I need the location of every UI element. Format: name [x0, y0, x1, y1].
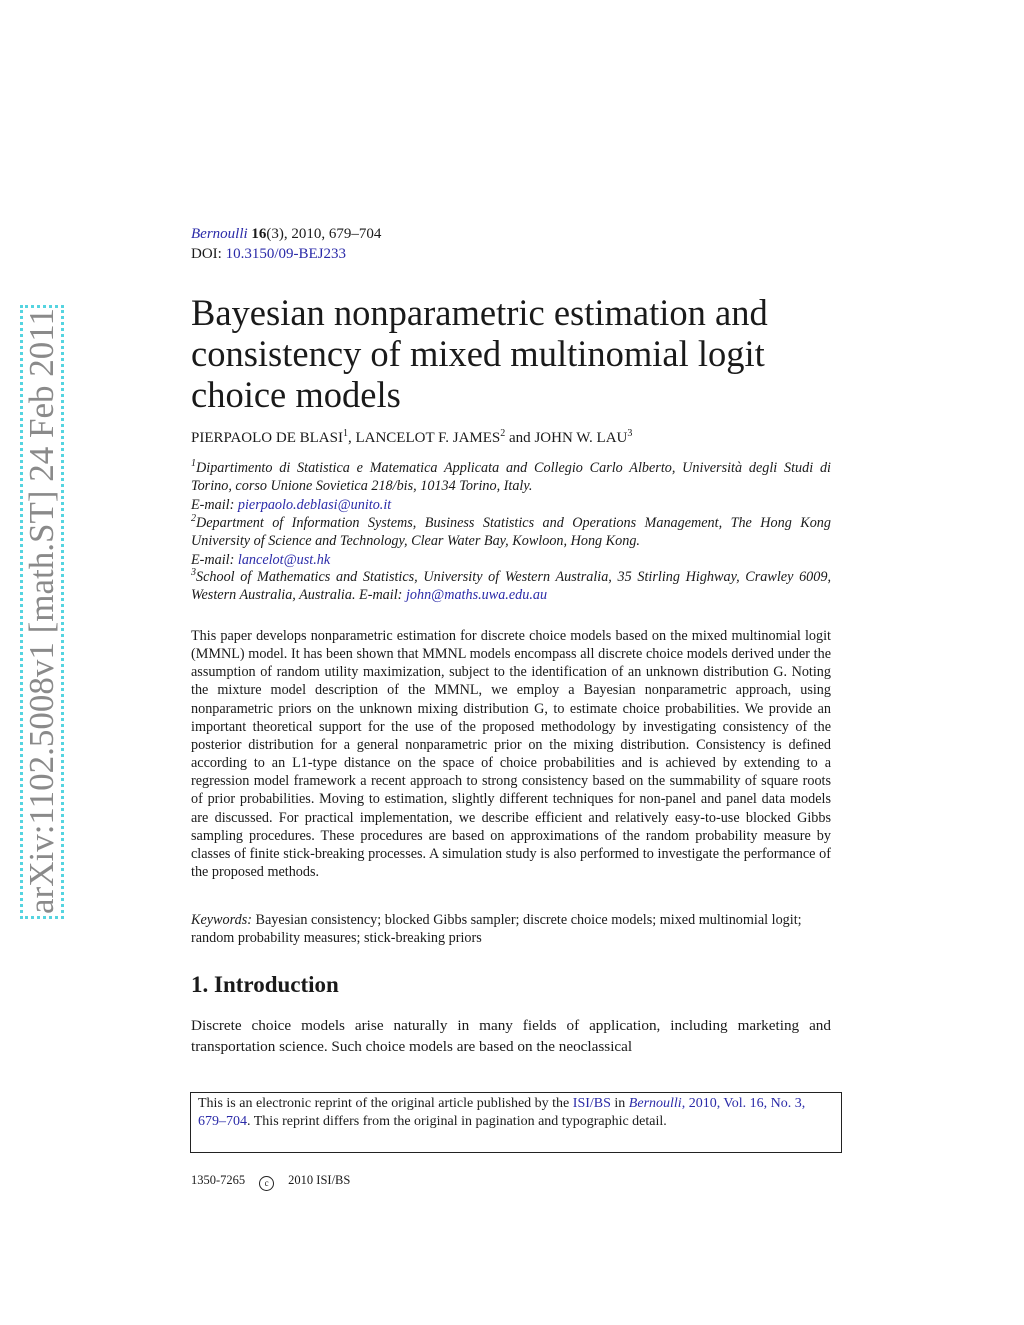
email-label: E-mail: — [359, 587, 403, 604]
author-separator: and — [505, 430, 535, 446]
affiliation-1 — [191, 459, 831, 514]
reprint-notice — [190, 1092, 842, 1153]
email-link[interactable]: john@maths.uwa.edu.au — [405, 587, 548, 604]
email-link[interactable]: lancelot@ust.hk — [237, 551, 331, 568]
journal-issue-pages: (3), 2010, 679–704 — [266, 226, 382, 242]
copyright-line — [191, 1172, 350, 1191]
keywords-text: Bayesian consistency; blocked Gibbs sampler; discrete choice models; mixed multinomial logit; random probability measures; stick-breaking priors — [191, 912, 802, 947]
reprint-text: This is an electronic reprint of the original article published by the — [198, 1096, 573, 1111]
journal-name-link[interactable]: Bernoulli — [191, 226, 248, 242]
author-affil-mark: 3 — [627, 428, 633, 439]
email-label: E-mail: — [191, 496, 235, 513]
doi-link[interactable]: 10.3150/09-BEJ233 — [225, 246, 346, 262]
keywords-label: Keywords: — [191, 912, 252, 928]
affiliation-number: 3 — [191, 567, 196, 578]
author-name: PIERPAOLO DE BLASI — [191, 430, 343, 446]
affiliation-text: School of Mathematics and Statistics, University of Western Australia, 35 Stirling Highway, Crawley 6009, Western Australia, Australia. — [191, 569, 831, 604]
keywords — [191, 911, 831, 947]
email-link[interactable]: pierpaolo.deblasi@unito.it — [237, 496, 392, 513]
journal-link[interactable]: Bernoulli — [628, 1096, 682, 1111]
paper-title: Bayesian nonparametric estimation and consistency of mixed multinomial logit choice models — [191, 292, 768, 415]
affiliation-number: 1 — [191, 458, 196, 469]
copyright-icon: c — [259, 1176, 274, 1191]
affiliation-2 — [191, 514, 831, 569]
abstract: This paper develops nonparametric estimation for discrete choice models based on the mixed multinomial logit (MMNL) model. It has been shown that MMNL models encompass all discrete choice models derived under the assumption of random utility maximization, subject to the identification of an unknown distribution G. Noting the mixture model description of the MMNL, we employ a Bayesian nonparametric approach, using nonparametric priors on the unknown mixing distribution G, to estimate choice probabilities. We provide an important theoretical support for the use of the proposed methodology by investigating consistency of the posterior distribution for a general nonparametric prior on the mixing distribution. Consistency is defined according to an L1-type distance on the space of choice probabilities and is achieved by extending to a regression model framework a recent approach to strong consistency based on the summability of square roots of prior probabilities. Moving to estimation, slightly different techniques for non-panel and panel data models are discussed. For practical implementation, we describe efficient and relatively easy-to-use blocked Gibbs sampling procedures. These procedures are based on approximations of the random probability measure by classes of finite stick-breaking processes. A simulation study is also performed to investigate the performance of the proposed methods. — [191, 628, 831, 881]
journal-volume: 16 — [251, 226, 267, 242]
email-label: E-mail: — [191, 551, 235, 568]
author-list — [191, 428, 632, 448]
reprint-text: . This reprint differs from the original in pagination and typographic detail. — [247, 1114, 667, 1130]
affiliation-text: Department of Information Systems, Business Statistics and Operations Management, The Hong Kong University of Science and Technology, Clear Water Bay, Kowloon, Hong Kong. — [191, 515, 831, 550]
introduction-text: Discrete choice models arise naturally in many fields of application, including marketing and transportation science. Such choice models are based on the neoclassical — [191, 1017, 831, 1055]
author-separator: , — [347, 430, 356, 446]
reprint-separator: , — [681, 1096, 689, 1111]
author-affil-mark: 1 — [342, 428, 348, 439]
journal-info — [191, 224, 381, 264]
affiliation-3 — [191, 568, 831, 605]
author-name: JOHN W. LAU — [534, 430, 628, 446]
section-heading-introduction: 1. Introduction — [191, 972, 339, 997]
affiliation-number: 2 — [191, 513, 196, 524]
publisher-link[interactable]: ISI/BS — [572, 1096, 611, 1111]
copyright-holder: 2010 ISI/BS — [288, 1173, 351, 1187]
citation-link[interactable]: 2010, Vol. 16, No. 3, 679–704 — [198, 1096, 806, 1130]
author-affil-mark: 2 — [500, 428, 506, 439]
affiliation-text: Dipartimento di Statistica e Matematica Applicata and Collegio Carlo Alberto, Università degli Studi di Torino, corso Unione Sovietica 218/bis, 10134 Torino, Italy. — [191, 460, 831, 495]
reprint-text: in — [610, 1096, 629, 1111]
author-name: LANCELOT F. JAMES — [355, 430, 501, 446]
arxiv-stamp[interactable]: arXiv:1102.5008v1 [math.ST] 24 Feb 2011 — [22, 308, 61, 914]
doi-label: DOI: — [191, 246, 222, 262]
issn: 1350-7265 — [191, 1173, 246, 1187]
